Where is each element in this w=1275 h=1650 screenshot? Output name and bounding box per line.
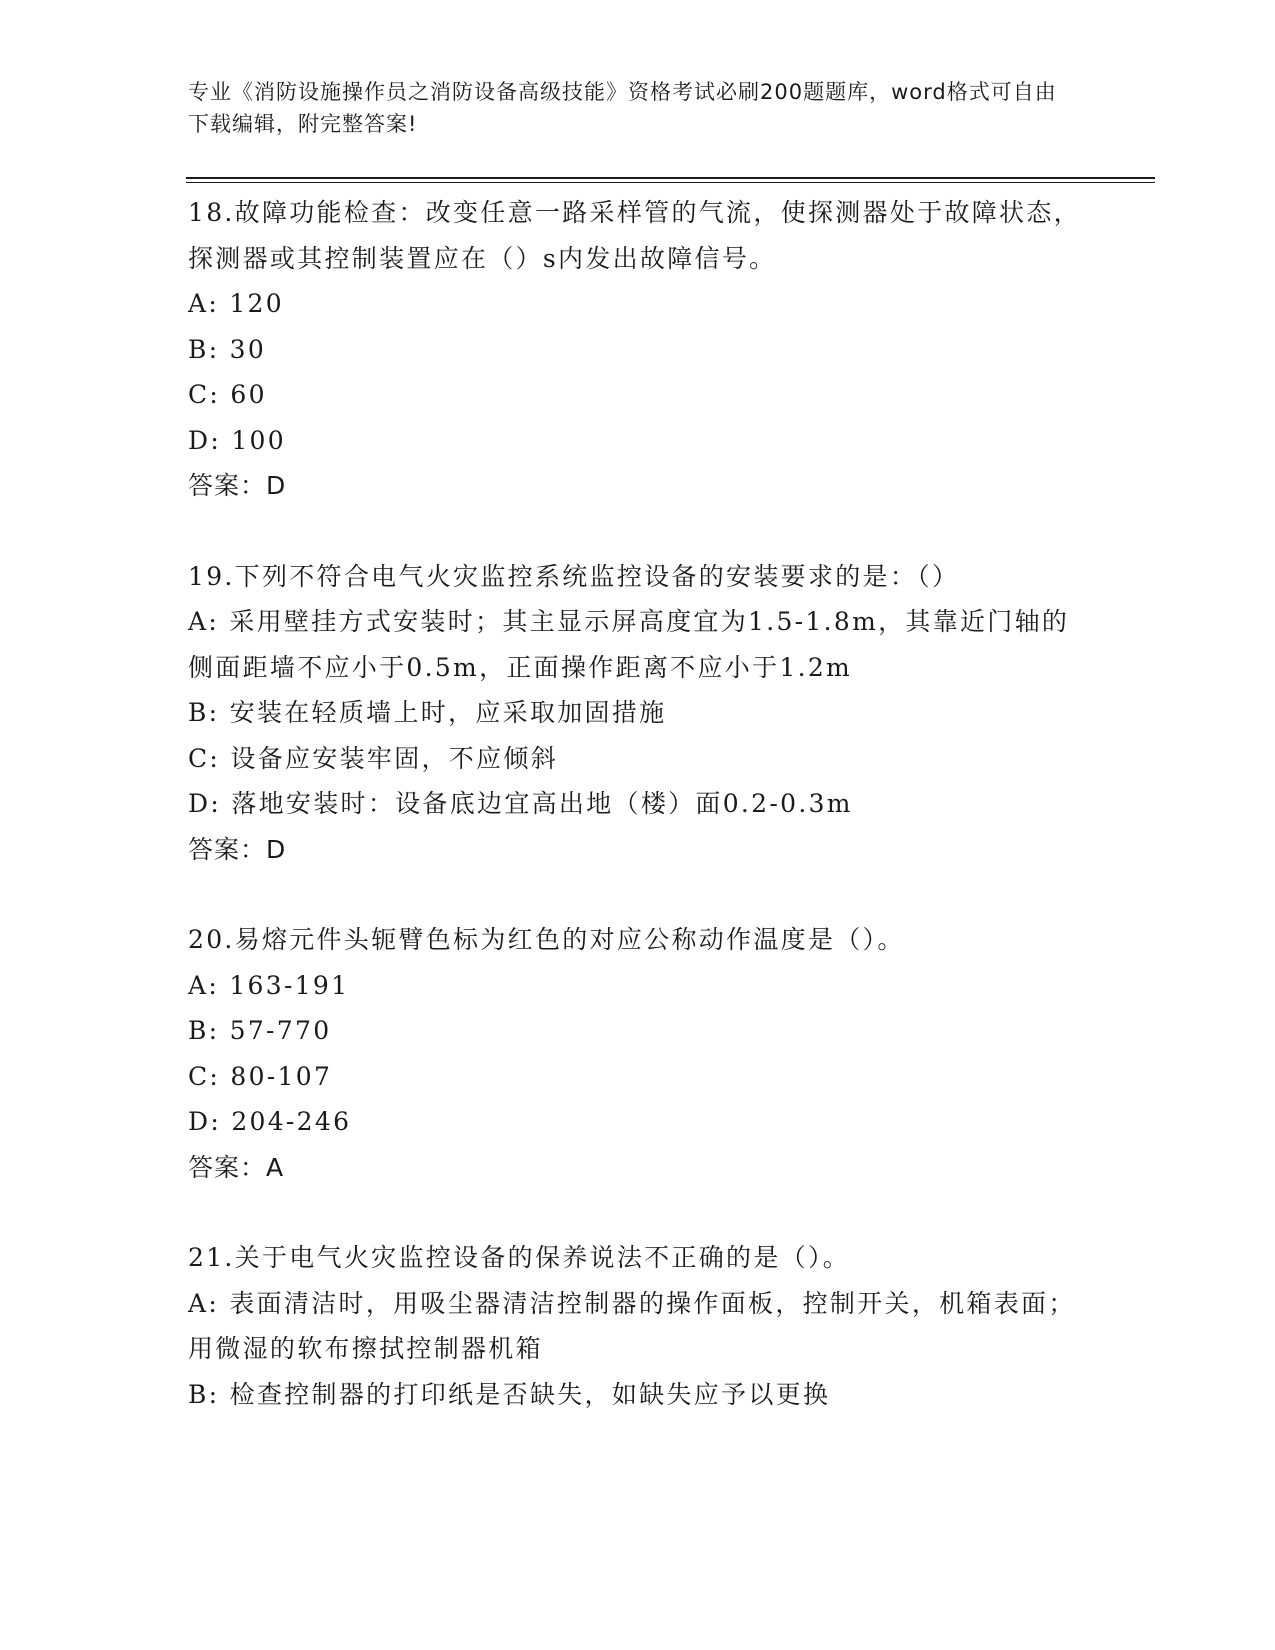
option-c: C: 设备应安装牢固，不应倾斜 — [188, 743, 558, 773]
question-21 — [188, 1235, 1088, 1417]
option-b: B: 30 — [188, 334, 267, 364]
option-c: C: 60 — [188, 380, 267, 409]
option-b: B: 安装在轻质墙上时，应采取加固措施 — [188, 698, 667, 727]
question-stem: 20.易熔元件头轭臂色标为红色的对应公称动作温度是（）。 — [188, 925, 905, 954]
option-d: D: 落地安装时：设备底边宜高出地（楼）面0.2-0.3m — [188, 789, 853, 818]
answer: 答案：D — [188, 471, 287, 500]
question-18 — [188, 190, 1088, 509]
option-a: A: 163-191 — [188, 970, 350, 1000]
question-19 — [188, 554, 1088, 873]
question-list — [188, 190, 1088, 1417]
header-divider-thin — [186, 182, 1155, 183]
header-divider-thick — [186, 177, 1155, 179]
option-b: B: 检查控制器的打印纸是否缺失，如缺失应予以更换 — [188, 1379, 831, 1409]
option-b: B: 57-770 — [188, 1016, 332, 1045]
option-a: A: 120 — [188, 289, 284, 318]
option-d: D: 204-246 — [188, 1107, 352, 1136]
question-stem: 19.下列不符合电气火灾监控系统监控设备的安装要求的是：（） — [188, 561, 960, 591]
answer: 答案：D — [188, 834, 287, 864]
header-text: 专业《消防设施操作员之消防设备高级技能》资格考试必刷200题题库，word格式可自由下载编辑，附完整答案! — [188, 80, 1057, 136]
answer: 答案：A — [188, 1152, 285, 1182]
document-header — [188, 76, 1068, 140]
question-20 — [188, 917, 1088, 1190]
option-c: C: 80-107 — [188, 1061, 333, 1091]
option-a: A: 采用壁挂方式安装时；其主显示屏高度宜为1.5-1.8m，其靠近门轴的侧面距墙不应小于0.5m，正面操作距离不应小于1.2m — [188, 607, 1070, 682]
option-a: A: 表面清洁时，用吸尘器清洁控制器的操作面板，控制开关，机箱表面；用微湿的软布擦拭控制器机箱 — [188, 1288, 1076, 1363]
question-stem: 21.关于电气火灾监控设备的保养说法不正确的是（）。 — [188, 1243, 851, 1272]
option-d: D: 100 — [188, 425, 286, 455]
question-stem: 18.故障功能检查：改变任意一路采样管的气流，使探测器处于故障状态，探测器或其控制装置应在（）s内发出故障信号。 — [188, 198, 1081, 273]
